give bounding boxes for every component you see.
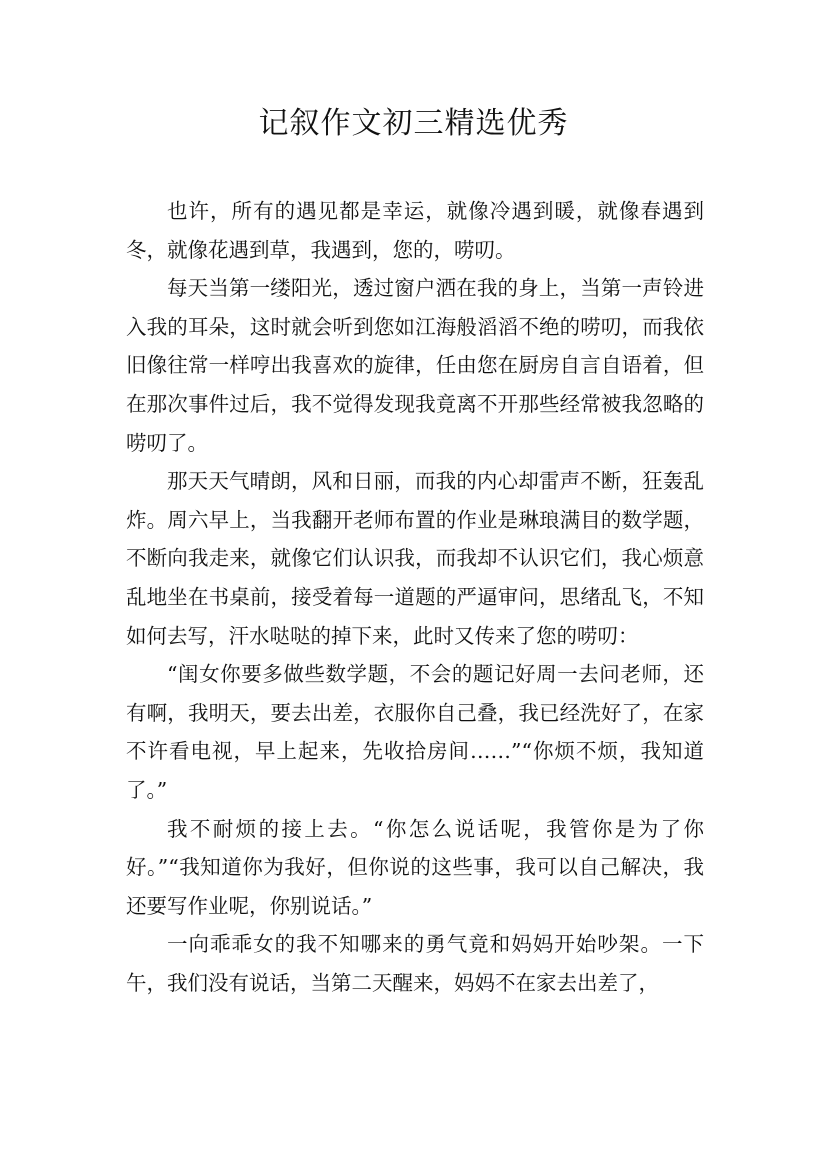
paragraph: 一向乖乖女的我不知哪来的勇气竟和妈妈开始吵架。一下午，我们没有说话，当第二天醒来，妈妈不在家去出差了，: [126, 932, 704, 995]
paragraph: 那天天气晴朗，风和日丽，而我的内心却雷声不断，狂轰乱炸。周六早上，当我翻开老师布置的作业是琳琅满目的数学题，不断向我走来，就像它们认识我，而我却不认识它们，我心烦意乱地坐在书桌前，接受着每一道题的严逼审问，思绪乱飞，不知如何去写，汗水哒哒的掉下来，此时又传来了您的唠叨：: [126, 469, 704, 648]
paragraph: 我不耐烦的接上去。“你怎么说话呢，我管你是为了你好。”“我知道你为我好，但你说的这些事，我可以自己解决，我还要写作业呢，你别说话。”: [126, 816, 704, 918]
paragraph: 每天当第一缕阳光，透过窗户洒在我的身上，当第一声铃进入我的耳朵，这时就会听到您如江海般滔滔不绝的唠叨，而我依旧像往常一样哼出我喜欢的旋律，任由您在厨房自言自语着，但在那次事件过后，我不觉得发现我竟离不开那些经常被我忽略的唠叨了。: [126, 276, 704, 455]
paragraph: 也许，所有的遇见都是幸运，就像冷遇到暖，就像春遇到冬，就像花遇到草，我遇到，您的，唠叨。: [126, 199, 704, 262]
paragraph: “闺女你要多做些数学题，不会的题记好周一去问老师，还有啊，我明天，要去出差，衣服你自己叠，我已经洗好了，在家不许看电视，早上起来，先收拾房间……”“你烦不烦，我知道了。”: [126, 662, 704, 802]
document-title: 记叙作文初三精选优秀: [258, 106, 569, 141]
document-body: [126, 192, 704, 1002]
